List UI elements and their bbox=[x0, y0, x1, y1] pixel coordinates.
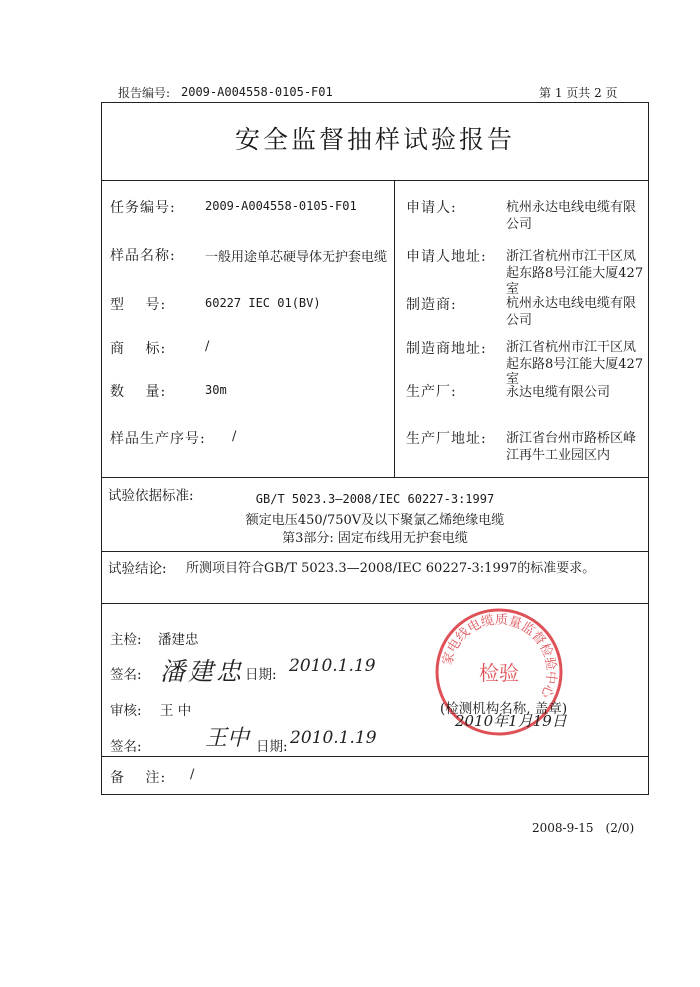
field-value: / bbox=[232, 429, 237, 444]
field-value-line: 室 bbox=[506, 282, 520, 297]
reviewer-signature: 王中 bbox=[205, 726, 250, 751]
report-number: 2009-A004558-0105-F01 bbox=[181, 85, 333, 99]
field-label: 样品名称: bbox=[110, 248, 176, 264]
field-value-line: 浙江省杭州市江干区凤 bbox=[506, 340, 637, 355]
field-label: 样品生产序号: bbox=[110, 431, 206, 447]
field-value-line: 江再牛工业园区内 bbox=[506, 448, 611, 463]
field-value-line: 室 bbox=[506, 372, 520, 387]
field-value-line: 公司 bbox=[506, 313, 533, 328]
field-label: 型 号: bbox=[110, 297, 167, 313]
reviewer-date-label: 日期: bbox=[256, 739, 288, 755]
field-value: 2009-A004558-0105-F01 bbox=[205, 199, 357, 213]
reviewer-label: 审核: bbox=[110, 703, 142, 719]
field-label: 生产厂地址: bbox=[406, 431, 487, 447]
standard-label: 试验依据标准: bbox=[108, 488, 194, 504]
reviewer-name: 王 中 bbox=[160, 703, 192, 719]
inspector-signature: 潘建忠 bbox=[160, 657, 245, 686]
field-label: 生产厂: bbox=[406, 384, 457, 400]
inspector-label: 主检: bbox=[110, 632, 142, 648]
signature-divider bbox=[101, 756, 649, 757]
field-value: 一般用途单芯硬导体无护套电缆 bbox=[205, 250, 388, 265]
seal-center-text: 检验 bbox=[479, 661, 519, 685]
field-label: 制造商地址: bbox=[406, 341, 487, 357]
inspector-sign-label: 签名: bbox=[110, 667, 142, 683]
field-value-line: 杭州永达电线电缆有限 bbox=[506, 296, 637, 311]
inspector-date-label: 日期: bbox=[245, 667, 277, 683]
reviewer-sign-label: 签名: bbox=[110, 739, 142, 755]
conclusion-label: 试验结论: bbox=[108, 561, 167, 577]
field-value-line: 起东路8号江能大厦427 bbox=[506, 357, 644, 372]
title-divider bbox=[101, 180, 649, 181]
field-label: 任务编号: bbox=[110, 200, 176, 216]
field-label: 申请人: bbox=[406, 200, 457, 216]
remarks-value: / bbox=[190, 767, 195, 782]
field-value-line: 杭州永达电线电缆有限 bbox=[506, 200, 637, 215]
field-label: 制造商: bbox=[406, 297, 457, 313]
field-value-line: 永达电缆有限公司 bbox=[506, 385, 611, 400]
field-value-line: 浙江省杭州市江干区凤 bbox=[506, 249, 637, 264]
standard-line-3: 第3部分: 固定布线用无护套电缆 bbox=[282, 531, 468, 546]
org-date: 2010年1月19日 bbox=[455, 712, 567, 730]
inspector-name: 潘建忠 bbox=[158, 632, 199, 648]
report-number-label: 报告编号: bbox=[118, 86, 171, 100]
field-label: 数 量: bbox=[110, 384, 167, 400]
form-code: 2008-9-15 (2/0) bbox=[532, 821, 635, 835]
field-label: 申请人地址: bbox=[406, 249, 487, 265]
inspector-date: 2010.1.19 bbox=[289, 656, 376, 676]
fields-divider bbox=[101, 477, 649, 478]
field-label: 商 标: bbox=[110, 341, 167, 357]
field-value: / bbox=[205, 339, 210, 354]
field-value-line: 浙江省台州市路桥区峰 bbox=[506, 431, 637, 446]
page-title: 安全监督抽样试验报告 bbox=[234, 125, 515, 154]
reviewer-date: 2010.1.19 bbox=[290, 728, 377, 748]
remarks-label: 备 注: bbox=[110, 770, 167, 786]
field-value-line: 公司 bbox=[506, 217, 533, 232]
standard-line-1: GB/T 5023.3—2008/IEC 60227-3:1997 bbox=[255, 492, 495, 506]
column-divider bbox=[394, 180, 395, 477]
field-value: 60227 IEC 01(BV) bbox=[205, 296, 321, 310]
field-value-line: 起东路8号江能大厦427 bbox=[506, 266, 644, 281]
standard-line-2: 额定电压450/750V及以下聚氯乙烯绝缘电缆 bbox=[245, 513, 505, 528]
conclusion-text: 所测项目符合GB/T 5023.3—2008/IEC 60227-3:1997的标准要求。 bbox=[186, 561, 596, 576]
seal-ring-text: 家电线电缆质量监督检验中心 bbox=[440, 612, 559, 700]
field-value: 30m bbox=[205, 383, 227, 397]
org-label: (检测机构名称, 盖章) bbox=[440, 701, 568, 717]
standard-divider bbox=[101, 551, 649, 552]
conclusion-divider bbox=[101, 603, 649, 604]
page-info: 第 1 页共 2 页 bbox=[539, 86, 618, 100]
